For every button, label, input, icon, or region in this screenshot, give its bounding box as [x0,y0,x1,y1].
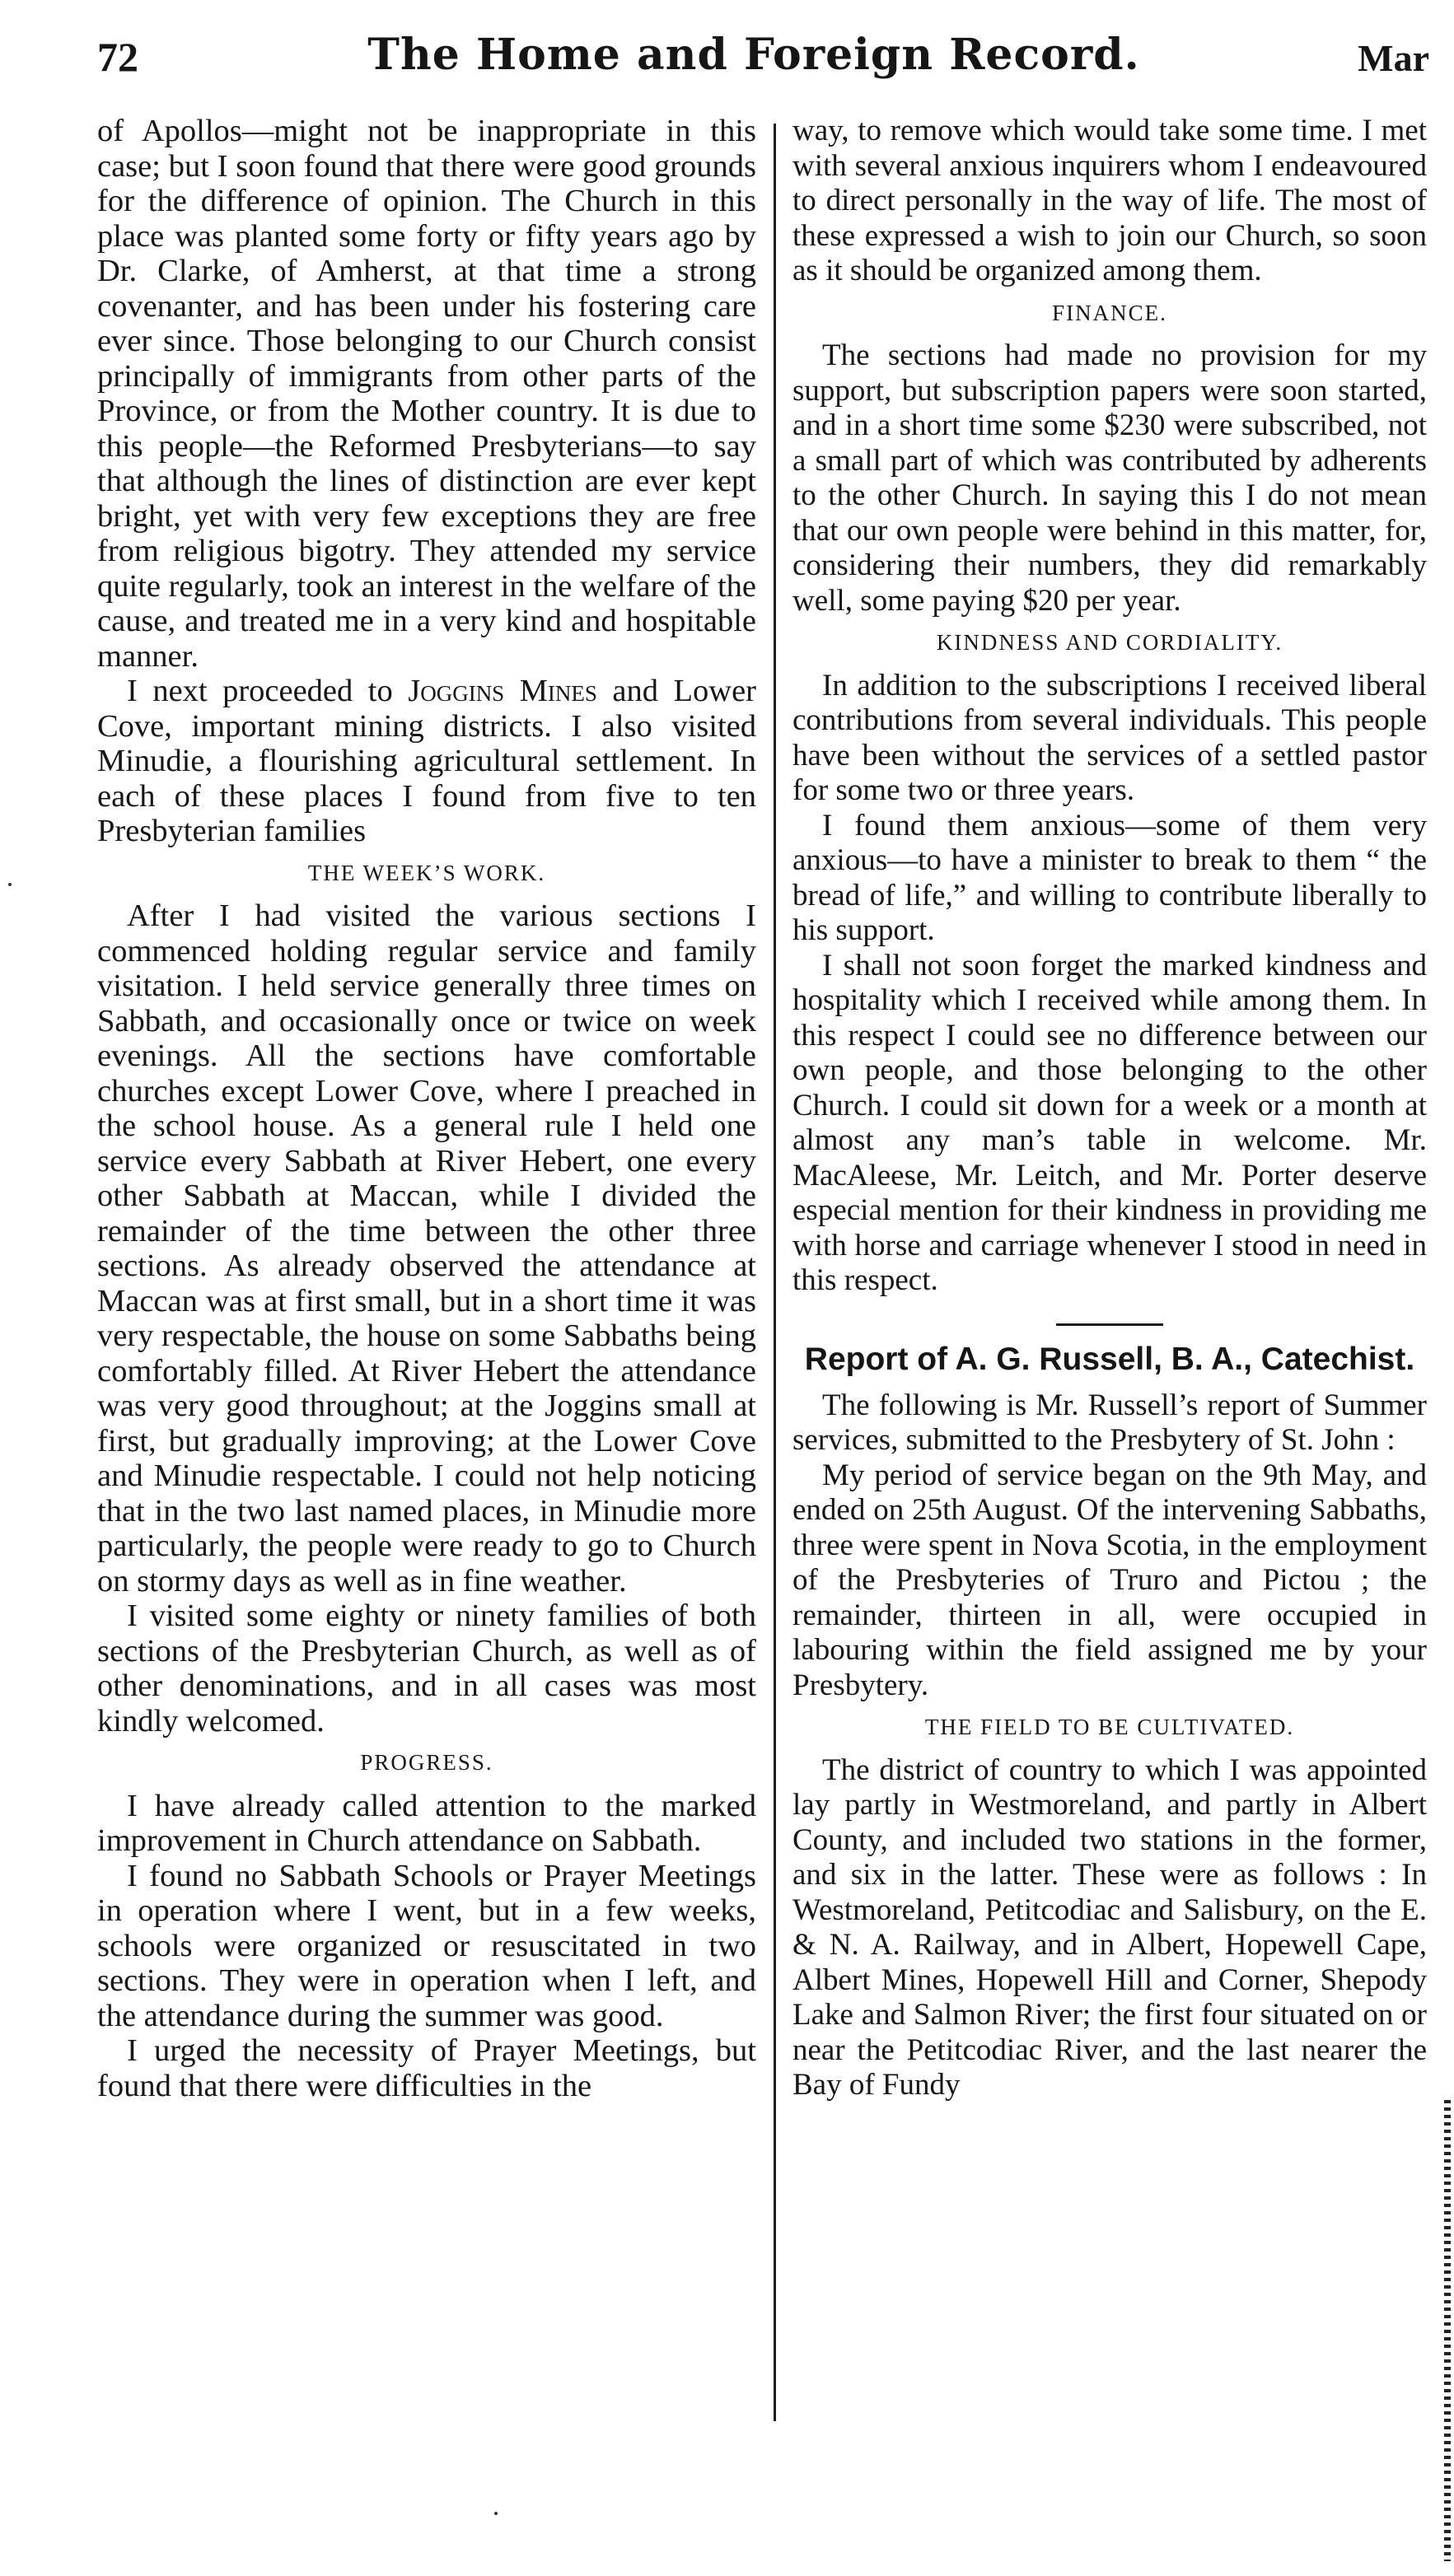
section-heading-finance: FINANCE. [1052,300,1167,325]
column-divider [774,124,776,2421]
paragraph: After I had visited the various sections I commenced holding regular service and family visitation. I held service generally three times on Sabbath, and occasionally once or twice on week evenings. All the sections have comfortable churches except Lower Cove, where I preached in the school house. As a general rule I held one service every Sabbath at River Hebert, one every other Sabbath at Maccan, while I divided the remainder of the time between the other three sections. As already observed the attendance at Maccan was at first small, but in a short time it was very respectable, the house on some Sabbaths being comfortably filled. At River Hebert the attendance was very good throughout; at the Joggins small at first, but gradually improving; at the Lower Cove and Minudie respectable. I could not help noticing that in the two last named places, in Minudie more particularly, the people were ready to go to Church on stormy days as well as in fine weather. [97,898,756,1598]
text-span: and Lower Cove, important mining districts. I also visited Minudie, a flourishing agricultural settlement. In each of these places I found from five to ten Presbyterian families [97,674,756,848]
section-heading-progress: PROGRESS. [360,1750,493,1775]
paragraph: In addition to the subscriptions I received liberal contributions from several individuals. This people have been without the services of a settled pastor for some two or three years. [792,668,1427,807]
stray-mark [8,883,12,886]
left-column [97,114,756,2485]
section-heading-weeks-work: THE WEEK’S WORK. [307,860,546,885]
running-title: The Home and Foreign Record. [367,30,1140,80]
paragraph: I have already called attention to the marked improvement in Church attendance on Sabbath. [97,1788,756,1858]
paragraph: I found them anxious—some of them very anxious—to have a minister to break to them “ the bread of life,” and willing to contribute liberally to his support. [792,808,1427,947]
section-heading-kindness: KINDNESS AND CORDIALITY. [936,630,1283,655]
section-divider [1056,1323,1163,1326]
paragraph: The sections had made no provision for my support, but subscription papers were soon started, and in a short time some $230 were subscribed, not a small part of which was contributed by adherents to the other Church. In saying this I do not mean that our own people were behind in this matter, for, considering their numbers, they did remarkably well, some paying $20 per year. [792,338,1427,618]
paragraph: The district of country to which I was appointed lay partly in Westmoreland, and partly in Albert County, and included two stations in the former, and six in the latter. These were as follows : In Westmoreland, Petitcodiac and Salisbury, on the E. & N. A. Railway, and in Albert, Hopewell Cape, Albert Mines, Hopewell Hill and Corner, Shepody Lake and Salmon River; the first four situated on or near the Petitcodiac River, and the last nearer the Bay of Fundy [792,1752,1427,2102]
report-title: Report of A. G. Russell, B. A., Catechist. [804,1341,1415,1377]
paragraph: of Apollos—might not be inappropriate in this case; but I soon found that there were good grounds for the difference of opinion. The Church in this place was planted some forty or fifty years ago by Dr. Clarke, of Amherst, at that time a strong covenanter, and has been under his fostering care ever since. Those belonging to our Church consist principally of immigrants from other parts of the Province, or from the Mother country. It is due to this people—the Reformed Presbyterians—to say that although the lines of distinction are ever kept bright, yet with very few exceptions they are free from religious bigotry. They attended my service quite regularly, took an interest in the welfare of the cause, and treated me in a very kind and hospitable manner. [97,114,756,674]
stray-mark [494,2512,498,2515]
text-span: I next proceeded to [127,674,409,708]
paragraph: way, to remove which would take some time. I met with several anxious inquirers whom I endeavoured to direct personally in the way of life. The most of these expressed a wish to join our Church, so soon as it should be organized among them. [792,114,1427,287]
paragraph: The following is Mr. Russell’s report of Summer services, submitted to the Presbytery of St. John : [792,1388,1427,1457]
section-heading-field: THE FIELD TO BE CULTIVATED. [924,1715,1295,1739]
place-name: Joggins Mines [408,674,597,708]
paragraph: I shall not soon forget the marked kindness and hospitality which I received while among them. In this respect I could see no difference between our own people, and those belonging to the other Church. I could sit down for a week or a month at almost any man’s table in welcome. Mr. MacAleese, Mr. Leitch, and Mr. Porter deserve especial mention for their kindness in providing me with horse and carriage whenever I stood in need in this respect. [792,948,1427,1297]
paragraph: I urged the necessity of Prayer Meetings, but found that there were difficulties in the [97,2033,756,2103]
paragraph: My period of service began on the 9th May, and ended on 25th August. Of the intervening Sabbaths, three were spent in Nova Scotia, in the employment of the Presbyteries of Truro and Pictou ; the remainder, thirteen in all, were occupied in labouring within the field assigned me by your Presbytery. [792,1458,1427,1702]
header-month: Mar [1358,37,1429,79]
page-edge-marks [1444,2100,1451,2561]
paragraph: I visited some eighty or ninety families of both sections of the Presbyterian Church, as well as of other denominations, and in all cases was most kindly welcomed. [97,1598,756,1738]
paragraph: I found no Sabbath Schools or Prayer Meetings in operation where I went, but in a few weeks, schools were organized or resuscitated in two sections. They were in operation when I left, and the attendance during the summer was good. [97,1858,756,2033]
right-column [792,114,1427,2485]
page-number: 72 [97,34,138,80]
paragraph [97,674,756,849]
